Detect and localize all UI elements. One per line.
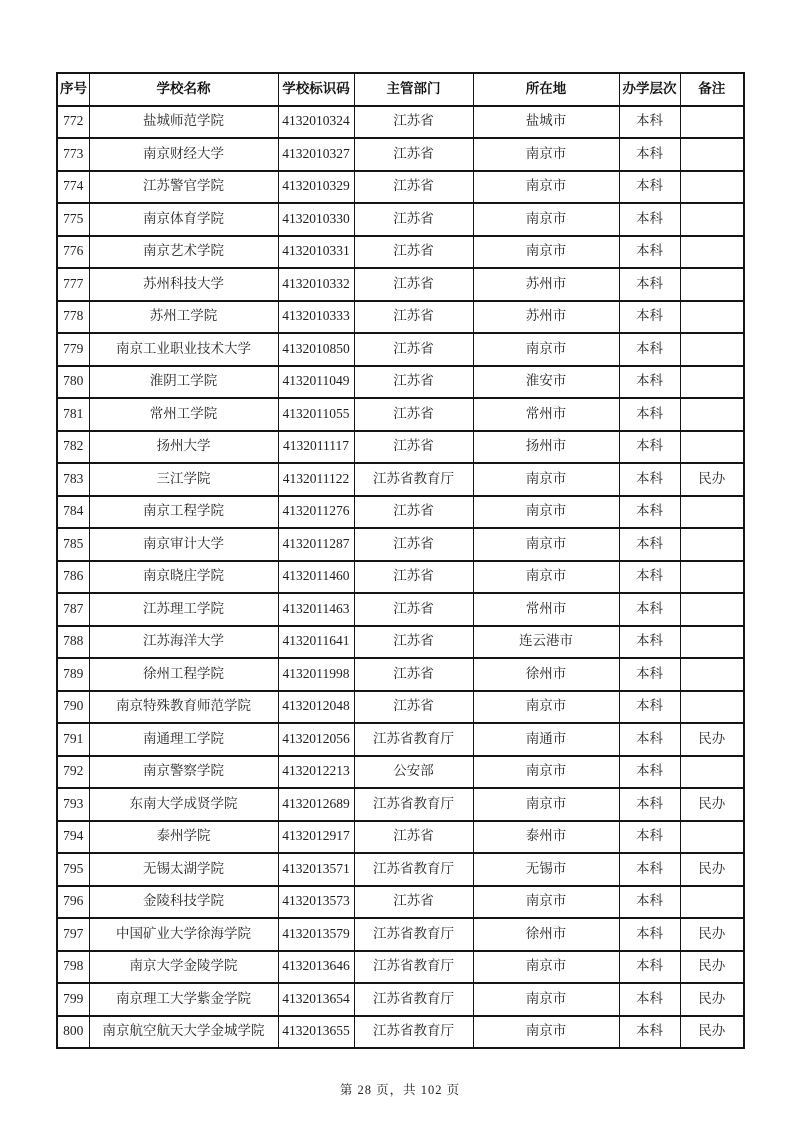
table-cell: 785 — [57, 528, 89, 561]
table-cell: 南京市 — [473, 788, 619, 821]
table-row — [57, 138, 744, 171]
table-cell: 本科 — [619, 853, 680, 886]
table-header-row — [57, 73, 744, 106]
table-cell: 江苏省 — [354, 236, 473, 269]
table-row — [57, 431, 744, 464]
table-cell: 796 — [57, 886, 89, 919]
table-cell — [680, 593, 744, 626]
table-cell: 本科 — [619, 171, 680, 204]
table-cell: 南京市 — [473, 951, 619, 984]
table-cell: 本科 — [619, 236, 680, 269]
table-cell: 779 — [57, 333, 89, 366]
table-cell: 江苏理工学院 — [89, 593, 278, 626]
table-row — [57, 886, 744, 919]
table-row — [57, 853, 744, 886]
table-cell: 江苏省教育厅 — [354, 788, 473, 821]
table-cell — [680, 138, 744, 171]
table-cell: 南京大学金陵学院 — [89, 951, 278, 984]
table-cell: 江苏省 — [354, 821, 473, 854]
table-cell: 本科 — [619, 138, 680, 171]
table-cell: 江苏省 — [354, 398, 473, 431]
table-cell: 南京市 — [473, 236, 619, 269]
table-cell: 江苏省 — [354, 366, 473, 399]
table-cell: 本科 — [619, 691, 680, 724]
column-header: 办学层次 — [619, 73, 680, 106]
table-cell: 795 — [57, 853, 89, 886]
table-cell: 盐城师范学院 — [89, 106, 278, 139]
table-cell: 776 — [57, 236, 89, 269]
table-cell: 784 — [57, 496, 89, 529]
table-cell: 南京市 — [473, 333, 619, 366]
table-cell: 江苏省 — [354, 691, 473, 724]
table-cell: 江苏省教育厅 — [354, 853, 473, 886]
table-cell: 4132011049 — [278, 366, 354, 399]
table-cell: 江苏省 — [354, 268, 473, 301]
table-cell — [680, 236, 744, 269]
table-cell: 793 — [57, 788, 89, 821]
table-row — [57, 756, 744, 789]
table-row — [57, 203, 744, 236]
table-cell: 江苏省 — [354, 658, 473, 691]
table-cell: 江苏省 — [354, 561, 473, 594]
table-cell — [680, 366, 744, 399]
table-cell: 本科 — [619, 723, 680, 756]
table-cell: 本科 — [619, 528, 680, 561]
table-row — [57, 918, 744, 951]
table-row — [57, 366, 744, 399]
table-row — [57, 788, 744, 821]
table-row — [57, 658, 744, 691]
table-cell: 南京工程学院 — [89, 496, 278, 529]
table-cell: 4132011463 — [278, 593, 354, 626]
table-cell: 江苏省教育厅 — [354, 463, 473, 496]
table-cell: 4132011641 — [278, 626, 354, 659]
table-cell: 江苏省教育厅 — [354, 951, 473, 984]
table-cell: 南京体育学院 — [89, 203, 278, 236]
table-cell: 江苏省 — [354, 203, 473, 236]
table-cell: 783 — [57, 463, 89, 496]
table-cell: 本科 — [619, 658, 680, 691]
table-cell: 4132011117 — [278, 431, 354, 464]
table-cell — [680, 398, 744, 431]
table-cell: 淮阴工学院 — [89, 366, 278, 399]
table-cell: 4132012689 — [278, 788, 354, 821]
table-cell: 淮安市 — [473, 366, 619, 399]
column-header: 学校名称 — [89, 73, 278, 106]
table-cell: 民办 — [680, 983, 744, 1016]
table-cell: 江苏省教育厅 — [354, 918, 473, 951]
table-cell: 777 — [57, 268, 89, 301]
table-cell: 江苏省 — [354, 333, 473, 366]
table-cell: 徐州市 — [473, 918, 619, 951]
table-cell: 本科 — [619, 398, 680, 431]
table-row — [57, 626, 744, 659]
table-cell: 799 — [57, 983, 89, 1016]
table-cell: 南京市 — [473, 561, 619, 594]
table-cell: 775 — [57, 203, 89, 236]
table-cell: 金陵科技学院 — [89, 886, 278, 919]
table-cell: 南京财经大学 — [89, 138, 278, 171]
table-row — [57, 691, 744, 724]
table-cell: 4132013654 — [278, 983, 354, 1016]
table-cell: 苏州市 — [473, 301, 619, 334]
table-cell: 本科 — [619, 463, 680, 496]
table-cell: 4132011998 — [278, 658, 354, 691]
table-cell: 南通理工学院 — [89, 723, 278, 756]
table-cell: 本科 — [619, 106, 680, 139]
table-cell: 苏州工学院 — [89, 301, 278, 334]
table-cell: 本科 — [619, 268, 680, 301]
table-cell: 790 — [57, 691, 89, 724]
table-cell: 本科 — [619, 366, 680, 399]
table-cell: 797 — [57, 918, 89, 951]
table-cell: 4132011460 — [278, 561, 354, 594]
table-cell — [680, 171, 744, 204]
table-cell: 南京市 — [473, 138, 619, 171]
table-cell: 4132012213 — [278, 756, 354, 789]
table-cell: 南京航空航天大学金城学院 — [89, 1016, 278, 1049]
table-cell: 4132013571 — [278, 853, 354, 886]
table-cell: 4132010324 — [278, 106, 354, 139]
column-header: 主管部门 — [354, 73, 473, 106]
table-cell: 南京审计大学 — [89, 528, 278, 561]
table-cell: 南京警察学院 — [89, 756, 278, 789]
table-cell: 本科 — [619, 203, 680, 236]
table-cell: 南京理工大学紫金学院 — [89, 983, 278, 1016]
table-cell: 781 — [57, 398, 89, 431]
table-cell: 江苏省 — [354, 626, 473, 659]
table-cell: 本科 — [619, 431, 680, 464]
table-cell: 本科 — [619, 983, 680, 1016]
table-cell: 4132010332 — [278, 268, 354, 301]
table-cell: 4132010850 — [278, 333, 354, 366]
table-cell: 南京市 — [473, 171, 619, 204]
table-cell: 792 — [57, 756, 89, 789]
column-header: 备注 — [680, 73, 744, 106]
table-cell: 盐城市 — [473, 106, 619, 139]
table-row — [57, 398, 744, 431]
table-cell: 本科 — [619, 821, 680, 854]
table-cell: 772 — [57, 106, 89, 139]
table-row — [57, 528, 744, 561]
table-cell: 江苏省教育厅 — [354, 723, 473, 756]
table-cell: 苏州科技大学 — [89, 268, 278, 301]
table-cell: 无锡市 — [473, 853, 619, 886]
table-row — [57, 496, 744, 529]
table-cell: 南京晓庄学院 — [89, 561, 278, 594]
table-cell — [680, 203, 744, 236]
table-cell: 4132013655 — [278, 1016, 354, 1049]
table-cell: 扬州大学 — [89, 431, 278, 464]
table-cell: 774 — [57, 171, 89, 204]
table-cell: 民办 — [680, 788, 744, 821]
table-row — [57, 171, 744, 204]
table-cell — [680, 691, 744, 724]
page-number-footer: 第 28 页，共 102 页 — [339, 1083, 461, 1097]
table-cell: 本科 — [619, 593, 680, 626]
table-cell: 江苏省 — [354, 528, 473, 561]
table-cell: 东南大学成贤学院 — [89, 788, 278, 821]
table-cell: 常州工学院 — [89, 398, 278, 431]
table-cell: 4132010333 — [278, 301, 354, 334]
table-cell: 江苏警官学院 — [89, 171, 278, 204]
table-cell: 4132013573 — [278, 886, 354, 919]
table-cell: 泰州学院 — [89, 821, 278, 854]
table-cell: 南京市 — [473, 1016, 619, 1049]
table-cell: 本科 — [619, 626, 680, 659]
table-cell: 民办 — [680, 723, 744, 756]
table-cell: 791 — [57, 723, 89, 756]
table-cell: 4132012917 — [278, 821, 354, 854]
table-cell: 连云港市 — [473, 626, 619, 659]
table-cell: 无锡太湖学院 — [89, 853, 278, 886]
table-cell: 786 — [57, 561, 89, 594]
table-cell: 4132013579 — [278, 918, 354, 951]
table-cell: 本科 — [619, 561, 680, 594]
table-cell: 本科 — [619, 301, 680, 334]
table-row — [57, 821, 744, 854]
table-cell: 民办 — [680, 463, 744, 496]
table-cell: 中国矿业大学徐海学院 — [89, 918, 278, 951]
table-cell: 南京特殊教育师范学院 — [89, 691, 278, 724]
table-cell: 江苏省 — [354, 886, 473, 919]
table-cell — [680, 658, 744, 691]
table-cell: 4132010327 — [278, 138, 354, 171]
table-cell: 南京市 — [473, 886, 619, 919]
table-row — [57, 593, 744, 626]
table-cell: 773 — [57, 138, 89, 171]
table-row — [57, 561, 744, 594]
table-row — [57, 983, 744, 1016]
table-cell: 4132011122 — [278, 463, 354, 496]
table-cell: 4132010329 — [278, 171, 354, 204]
table-row — [57, 106, 744, 139]
table-cell — [680, 301, 744, 334]
table-cell: 江苏省教育厅 — [354, 1016, 473, 1049]
table-row — [57, 236, 744, 269]
universities-table — [56, 72, 745, 1049]
table-cell: 780 — [57, 366, 89, 399]
table-cell: 扬州市 — [473, 431, 619, 464]
table-cell — [680, 886, 744, 919]
table-cell: 江苏省 — [354, 431, 473, 464]
table-head — [57, 73, 744, 106]
table-cell: 778 — [57, 301, 89, 334]
table-row — [57, 1016, 744, 1049]
table-cell: 南京市 — [473, 691, 619, 724]
table-cell: 本科 — [619, 951, 680, 984]
table-cell: 江苏省 — [354, 301, 473, 334]
table-cell — [680, 496, 744, 529]
table-row — [57, 333, 744, 366]
table-cell: 4132013646 — [278, 951, 354, 984]
table-cell: 江苏省 — [354, 171, 473, 204]
table-cell: 南通市 — [473, 723, 619, 756]
table-cell: 本科 — [619, 756, 680, 789]
table-cell: 4132010331 — [278, 236, 354, 269]
table-cell: 徐州市 — [473, 658, 619, 691]
table-cell — [680, 756, 744, 789]
table-cell: 787 — [57, 593, 89, 626]
table-cell: 本科 — [619, 918, 680, 951]
table-cell: 江苏省教育厅 — [354, 983, 473, 1016]
table-cell: 4132012048 — [278, 691, 354, 724]
table-cell: 800 — [57, 1016, 89, 1049]
table-body — [57, 106, 744, 1049]
table-row — [57, 268, 744, 301]
column-header: 学校标识码 — [278, 73, 354, 106]
table-cell: 789 — [57, 658, 89, 691]
table-cell — [680, 561, 744, 594]
table-cell — [680, 626, 744, 659]
table-cell — [680, 528, 744, 561]
table-row — [57, 301, 744, 334]
table-cell: 4132011055 — [278, 398, 354, 431]
table-cell: 民办 — [680, 951, 744, 984]
table-cell: 苏州市 — [473, 268, 619, 301]
table-cell: 本科 — [619, 1016, 680, 1049]
table-row — [57, 951, 744, 984]
table-cell: 南京艺术学院 — [89, 236, 278, 269]
table-cell: 民办 — [680, 918, 744, 951]
table-cell: 南京市 — [473, 983, 619, 1016]
table-cell: 泰州市 — [473, 821, 619, 854]
table-cell: 江苏省 — [354, 138, 473, 171]
table-cell — [680, 821, 744, 854]
table-cell: 798 — [57, 951, 89, 984]
table-cell: 4132010330 — [278, 203, 354, 236]
table-cell: 本科 — [619, 886, 680, 919]
table-cell: 4132011287 — [278, 528, 354, 561]
table-cell: 三江学院 — [89, 463, 278, 496]
table-cell: 788 — [57, 626, 89, 659]
table-cell: 江苏海洋大学 — [89, 626, 278, 659]
table-cell: 4132011276 — [278, 496, 354, 529]
table-cell: 南京市 — [473, 203, 619, 236]
table-cell: 本科 — [619, 788, 680, 821]
table-cell — [680, 268, 744, 301]
table-cell: 公安部 — [354, 756, 473, 789]
table-cell — [680, 431, 744, 464]
table-cell: 794 — [57, 821, 89, 854]
table-cell: 南京市 — [473, 756, 619, 789]
table-cell: 南京市 — [473, 463, 619, 496]
column-header: 序号 — [57, 73, 89, 106]
column-header: 所在地 — [473, 73, 619, 106]
table-cell: 南京市 — [473, 528, 619, 561]
table-cell: 徐州工程学院 — [89, 658, 278, 691]
table-cell: 782 — [57, 431, 89, 464]
table-cell: 民办 — [680, 1016, 744, 1049]
table-cell: 南京工业职业技术大学 — [89, 333, 278, 366]
table-cell — [680, 333, 744, 366]
table-cell: 本科 — [619, 333, 680, 366]
table-cell: 民办 — [680, 853, 744, 886]
table-cell: 江苏省 — [354, 593, 473, 626]
table-cell: 4132012056 — [278, 723, 354, 756]
table-cell: 本科 — [619, 496, 680, 529]
table-cell: 南京市 — [473, 496, 619, 529]
table-cell: 江苏省 — [354, 106, 473, 139]
table-cell — [680, 106, 744, 139]
table-row — [57, 463, 744, 496]
table-cell: 江苏省 — [354, 496, 473, 529]
table-cell: 常州市 — [473, 593, 619, 626]
table-cell: 常州市 — [473, 398, 619, 431]
table-row — [57, 723, 744, 756]
